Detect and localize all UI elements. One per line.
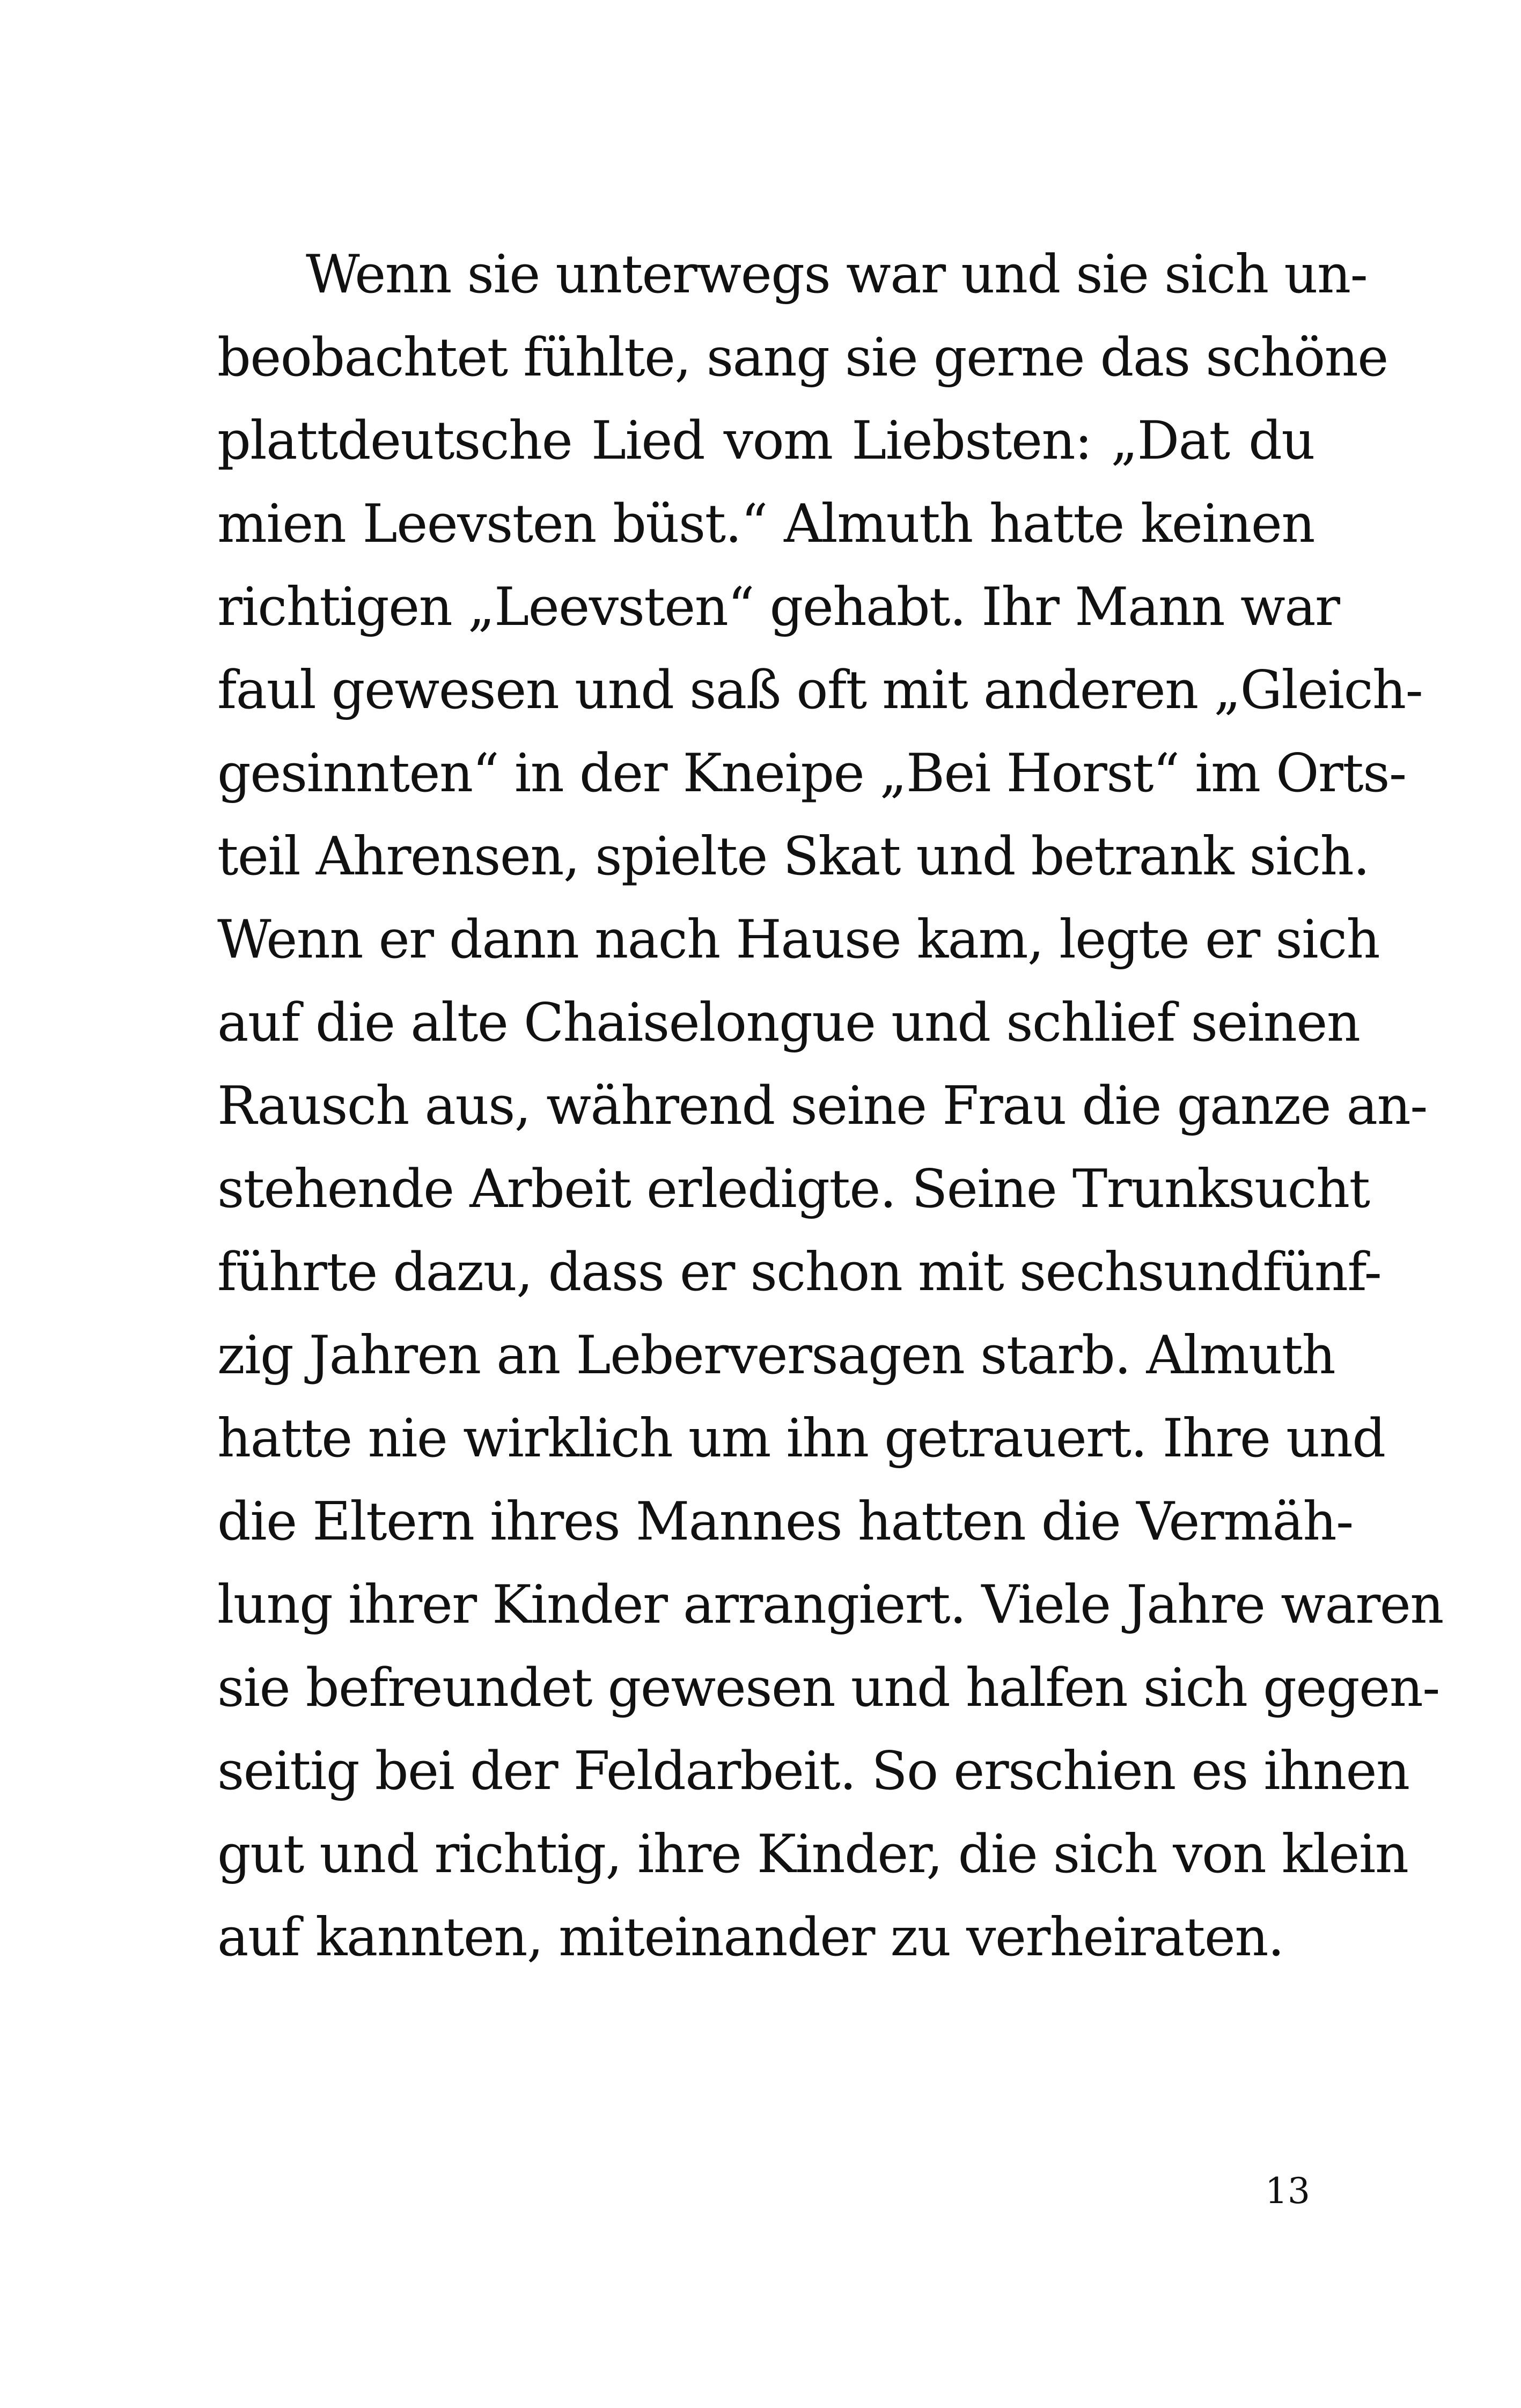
text-line: stehende Arbeit erledigte. Seine Trunksucht [217,1159,1370,1220]
text-line: plattdeutsche Lied vom Liebsten: „Dat du [217,410,1314,472]
text-line: auf die alte Chaiselongue und schlief seinen [217,992,1360,1054]
text-line: hatte nie wirklich um ihn getrauert. Ihre und [217,1408,1385,1469]
text-line: mien Leevsten büst.“ Almuth hatte keinen [217,494,1314,555]
page-number: 13 [1265,2170,1310,2212]
text-line: gut und richtig, ihre Kinder, die sich von klein [217,1824,1408,1885]
text-line: Wenn sie unterwegs war und sie sich un- [306,244,1368,305]
text-line: beobachtet fühlte, sang sie gerne das schöne [217,327,1388,388]
text-line: lung ihrer Kinder arrangiert. Viele Jahre waren [217,1574,1443,1636]
text-line: faul gewesen und saß oft mit anderen „Gleich- [217,660,1423,721]
text-line: teil Ahrensen, spielte Skat und betrank sich. [217,826,1369,887]
text-line: Rausch aus, während seine Frau die ganze an- [217,1076,1427,1137]
text-line: zig Jahren an Leberversagen starb. Almuth [217,1325,1335,1386]
body-paragraph [217,233,1443,1979]
text-line: richtigen „Leevsten“ gehabt. Ihr Mann war [217,577,1340,638]
text-line: die Eltern ihres Mannes hatten die Vermäh- [217,1491,1353,1552]
text-line: auf kannten, miteinander zu verheiraten. [217,1907,1284,1968]
text-line: sie befreundet gewesen und halfen sich gegen- [217,1658,1439,1719]
text-line: seitig bei der Feldarbeit. So erschien es ihnen [217,1741,1409,1802]
text-line: führte dazu, dass er schon mit sechsundfünf- [217,1242,1382,1303]
text-line: Wenn er dann nach Hause kam, legte er sich [217,909,1380,970]
text-line: gesinnten“ in der Kneipe „Bei Horst“ im Orts- [217,743,1406,804]
